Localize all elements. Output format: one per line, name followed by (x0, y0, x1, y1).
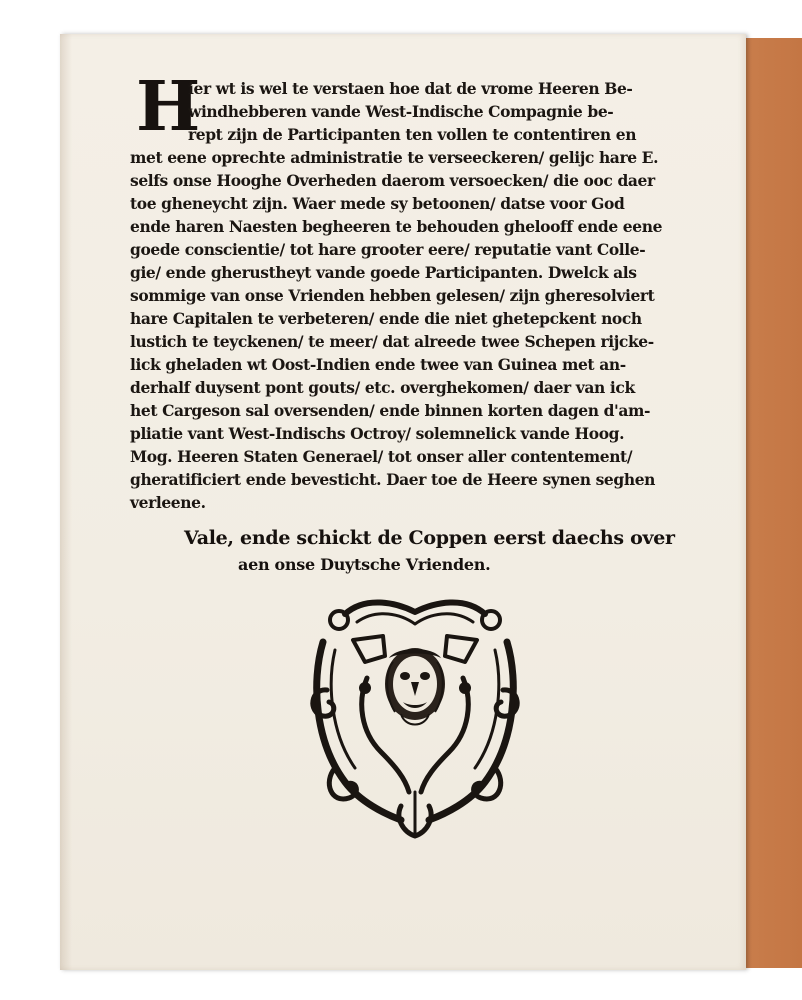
text-line: sommige van onse Vrienden hebben gelesen/ zijn gheresolviert (130, 286, 655, 305)
closing-line-1: Vale, ende schickt de Coppen eerst daechs over (184, 527, 675, 549)
text-line: gheratificiert ende bevesticht. Daer toe de Heere synen seghen (130, 470, 656, 489)
text-line: ende haren Naesten begheeren te behouden ghelooff ende eene (130, 217, 663, 236)
text-line: lick gheladen wt Oost-Indien ende twee van Guinea met an- (130, 355, 626, 374)
text-line: rept zijn de Participanten ten vollen te contentiren en (188, 125, 637, 144)
text-line: het Cargeson sal oversenden/ ende binnen korten dagen d'am- (130, 401, 651, 420)
text-line: pliatie vant West-Indischs Octroy/ solemnelick vande Hoog. (130, 424, 625, 443)
text-line: gie/ ende gherustheyt vande goede Participanten. Dwelck als (130, 263, 637, 282)
text-line: ier wt is wel te verstaen hoe dat de vrome Heeren Be- (188, 79, 633, 98)
text-line: hare Capitalen te verbeteren/ ende die niet ghetepckent noch (130, 309, 642, 328)
text-line: lustich te teyckenen/ te meer/ dat alreede twee Schepen rijcke- (130, 332, 654, 351)
text-line: Mog. Heeren Staten Generael/ tot onser aller contentement/ (130, 447, 633, 466)
grotesque-mask-ornament-icon (305, 592, 525, 842)
drop-cap: H (136, 67, 201, 147)
text-line: windhebberen vande West-Indische Compagnie be- (188, 102, 614, 121)
text-line: verleene. (130, 493, 206, 512)
text-line: derhalf duysent pont gouts/ etc. overghekomen/ daer van ick (130, 378, 635, 397)
text-line: toe gheneycht zijn. Waer mede sy betoonen/ datse voor God (130, 194, 625, 213)
text-line: selfs onse Hooghe Overheden daerom versoecken/ die ooc daer (130, 171, 655, 190)
closing-line-2: aen onse Duytsche Vrienden. (238, 555, 491, 574)
text-line: goede conscientie/ tot hare grooter eere/ reputatie vant Colle- (130, 240, 646, 259)
text-line: met eene oprechte administratie te verseeckeren/ gelijc hare E. (130, 148, 659, 167)
